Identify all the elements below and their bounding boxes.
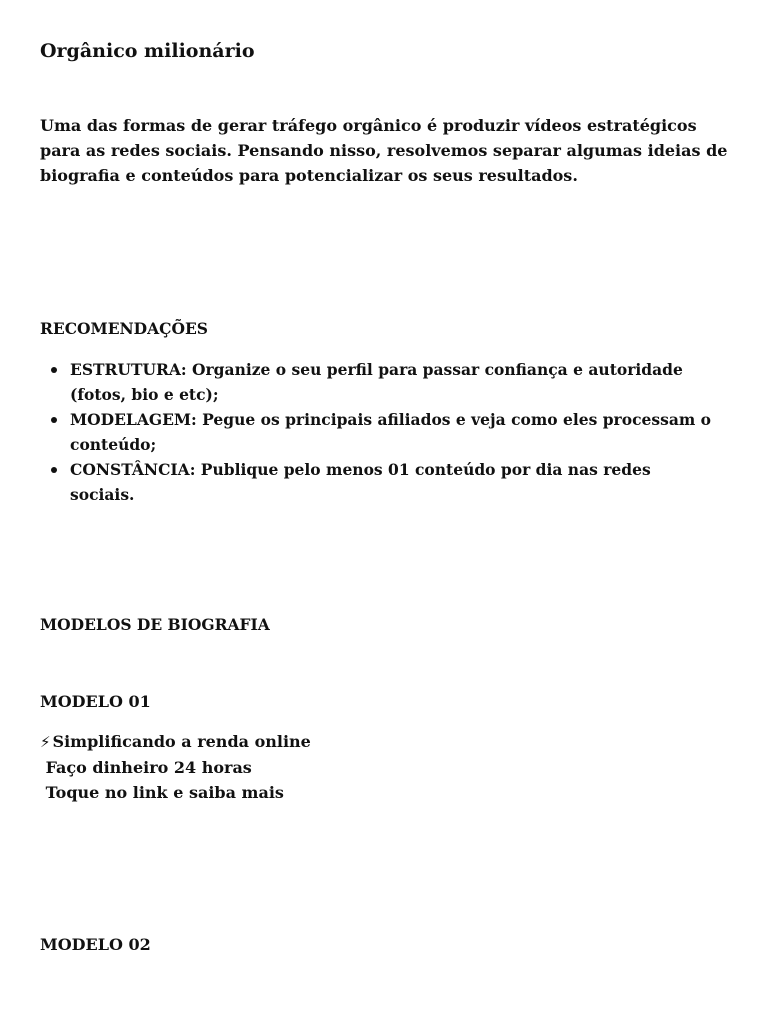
- recommendations-list: [40, 357, 720, 507]
- lightning-bolt-icon: ⚡: [40, 733, 51, 751]
- list-item-text: ESTRUTURA: Organize o seu perfil para passar confiança e autoridade (fotos, bio e etc);: [70, 360, 683, 404]
- bullet-icon: [51, 417, 57, 423]
- bio-models-heading: MODELOS DE BIOGRAFIA: [40, 615, 270, 634]
- bio-line-3: Toque no link e saiba mais: [40, 783, 284, 802]
- intro-paragraph: Uma das formas de gerar tráfego orgânico é produzir vídeos estratégicos para as redes sociais. Pensando nisso, resolvemos separar algumas ideias de biografia e conteúdos para potencializar os seus resultados.: [40, 116, 728, 185]
- page-title: Orgânico milionário: [40, 40, 255, 62]
- list-item-text: CONSTÂNCIA: Publique pelo menos 01 conteúdo por dia nas redes sociais.: [70, 460, 651, 504]
- list-item-estrutura: [70, 357, 720, 407]
- model-01-heading: MODELO 01: [40, 692, 151, 711]
- list-item-constancia: [70, 457, 720, 507]
- model-02-heading: MODELO 02: [40, 935, 151, 954]
- model-01-bio: [40, 729, 640, 805]
- list-item-text: MODELAGEM: Pegue os principais afiliados e veja como eles processam o conteúdo;: [70, 410, 711, 454]
- bullet-icon: [51, 467, 57, 473]
- recommendations-heading: RECOMENDAÇÕES: [40, 319, 208, 338]
- bio-line-text: Simplificando a renda online: [52, 732, 311, 751]
- bio-line-2: Faço dinheiro 24 horas: [40, 758, 252, 777]
- list-item-modelagem: [70, 407, 720, 457]
- bullet-icon: [51, 367, 57, 373]
- bio-line-1: [40, 729, 640, 755]
